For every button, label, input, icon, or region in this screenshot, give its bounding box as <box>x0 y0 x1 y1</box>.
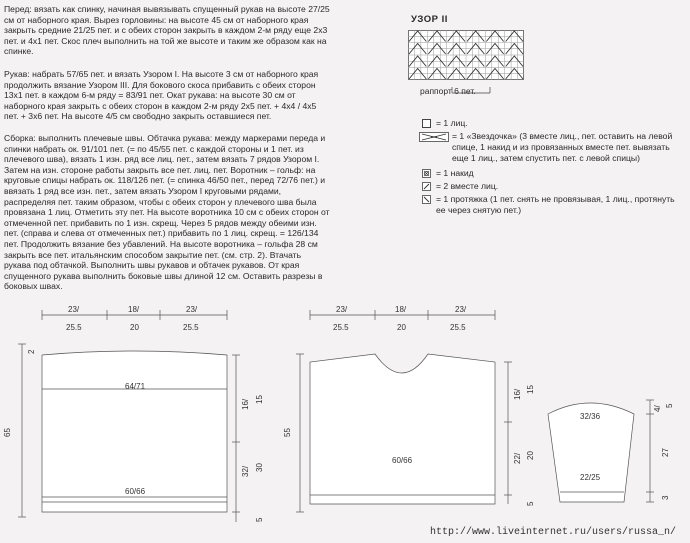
sleeve-schematic <box>548 400 654 502</box>
front-bot-3: 25.5 <box>450 323 466 332</box>
front-paragraph: Перед: вязать как спинку, начиная вывязывать спущенный рукав на высоте 27/25 см от наборного края. Вырез горловины: на высоте 45 см от наборного края закрыть средние 21/25 пет. и с обеих сторон закрыть в каждом 2-м ряду еще 2х3 пет. и 4х1 пет. Скос плеч выполнить на той же высоте и таким же образом как на спинке. <box>4 4 330 57</box>
sleeve-paragraph: Рукав: набрать 57/65 пет. и вязать Узором I. На высоте 3 см от наборного края продолжить вязание Узором III. Для бокового скоса прибавить с обеих сторон 13х1 пет. в каждом 6-м ряду = 83/91 пет. Окат рукава: на высоте 30 см от наборного края закрыть с обеих сторон в каждом 2-м ряду 2х5 пет. + 4х4 / 4х5 пет. + 3х6 пет. На высоте 4/5 см свободно закрыть оставшиеся пет. <box>4 69 319 122</box>
yarn-over-icon <box>422 169 431 178</box>
front-bot-2: 20 <box>397 323 406 332</box>
front-top-3: 23/ <box>455 305 467 314</box>
back-side-2: 15 <box>255 395 264 404</box>
legend-item <box>416 181 686 192</box>
sleeve-side-2: 5 <box>665 403 674 408</box>
front-schematic <box>296 310 512 512</box>
back-top-1: 23/ <box>68 305 80 314</box>
rapport-label: раппорт 6 пет. <box>420 86 476 96</box>
back-top-3: 23/ <box>186 305 198 314</box>
pattern-chart-grid <box>408 30 524 80</box>
front-side-1: 16/ <box>513 388 522 400</box>
front-top-2: 18/ <box>395 305 407 314</box>
back-side-4: 30 <box>255 463 264 472</box>
sleeve-rib: 3 <box>661 495 670 500</box>
legend-item <box>416 118 686 129</box>
assembly-paragraph: Сборка: выполнить плечевые швы. Обтачка рукава: между маркерами переда и спинки набрать ок. 91/101 пет. (= по 45/55 пет. с каждой стороны и 1 пет. из плечевого шва), вязать 1 изн. ряд все лиц. пет., затем вязать 7 рядов Узором I. Затем на изн. стороне работы закрыть все пет. лиц. пет. Воротник – гольф: на круговые спицы набрать ок. 118/126 пет. (= спинка 46/50 пет., перед 72/76 пет.) и ввязать 1 ряд все изн. пет., затем вязать Узором I круговыми рядами, распределяя пет. таким образом, чтобы с обеих сторон у плечевого шва была провязана 1 лиц. Отметить эту пет. На высоте воротника 10 см с обеих сторон от отмеченной пет. прибавить по 1 изн. скрещ. Через 5 рядов между обеими изн. пет. (справа и слева от отмеченных пет.) прибавить по 1 лиц. скрещ. = 126/134 пет. Продолжить вязание без убавлений. На высоте воротника – гольфа 28 см закрыть все пет. итальянским способом закрытие пет. (см. стр. 2). Втачать рукава под обтачкой. Выполнить швы рукавов и обтачек рукавов. От края спущенного рукава выполнить боковые швы длиной 12 см. Оставить разрезы в боковых швах. <box>4 133 330 292</box>
pattern-title: УЗОР II <box>411 14 448 25</box>
legend-text: = 1 протяжка (1 пет. снять не провязывая, 1 лиц., протянуть ее через снятую пет.) <box>436 194 675 215</box>
back-side-1: 16/ <box>241 398 250 410</box>
symbol-legend <box>416 118 686 218</box>
back-shoulder: 2 <box>27 349 36 354</box>
front-rib: 5 <box>526 501 535 506</box>
sleeve-bottom: 22/25 <box>580 473 601 482</box>
k2tog-icon <box>422 182 431 191</box>
front-height: 55 <box>283 428 292 437</box>
legend-text: = 2 вместе лиц. <box>436 181 499 191</box>
back-height: 65 <box>3 428 12 437</box>
legend-item <box>416 168 686 179</box>
back-bot-1: 25.5 <box>66 323 82 332</box>
legend-item <box>416 194 686 216</box>
legend-item <box>416 131 686 164</box>
front-side-2: 15 <box>526 385 535 394</box>
back-width-bot: 60/66 <box>125 487 146 496</box>
knit-stitch-icon <box>422 119 431 128</box>
legend-text: = 1 «Звездочка» (3 вместе лиц., пет. оставить на левой спице, 1 накид и из провязанных вместе пет. вывязать еще 1 лиц., затем спустить пет. с левой спицы) <box>452 131 673 163</box>
front-width: 60/66 <box>392 456 413 465</box>
back-bot-3: 25.5 <box>183 323 199 332</box>
back-top-2: 18/ <box>128 305 140 314</box>
front-side-4: 20 <box>526 451 535 460</box>
back-rib: 5 <box>255 517 264 522</box>
back-bot-2: 20 <box>130 323 139 332</box>
sleeve-side-1: 4/ <box>653 405 662 412</box>
front-bot-1: 25.5 <box>333 323 349 332</box>
back-width-mid: 64/71 <box>125 382 146 391</box>
sleeve-height: 27 <box>661 448 670 457</box>
source-url: http://www.liveinternet.ru/users/russa_n/ <box>430 527 677 538</box>
legend-text: = 1 накид <box>436 168 474 178</box>
legend-text: = 1 лиц. <box>436 118 468 128</box>
front-side-3: 22/ <box>513 452 522 464</box>
front-top-1: 23/ <box>336 305 348 314</box>
garment-schematics <box>0 292 690 543</box>
star-stitch-icon <box>419 132 449 142</box>
skpo-icon <box>422 195 431 204</box>
back-side-3: 32/ <box>241 465 250 477</box>
sleeve-top: 32/36 <box>580 412 601 421</box>
